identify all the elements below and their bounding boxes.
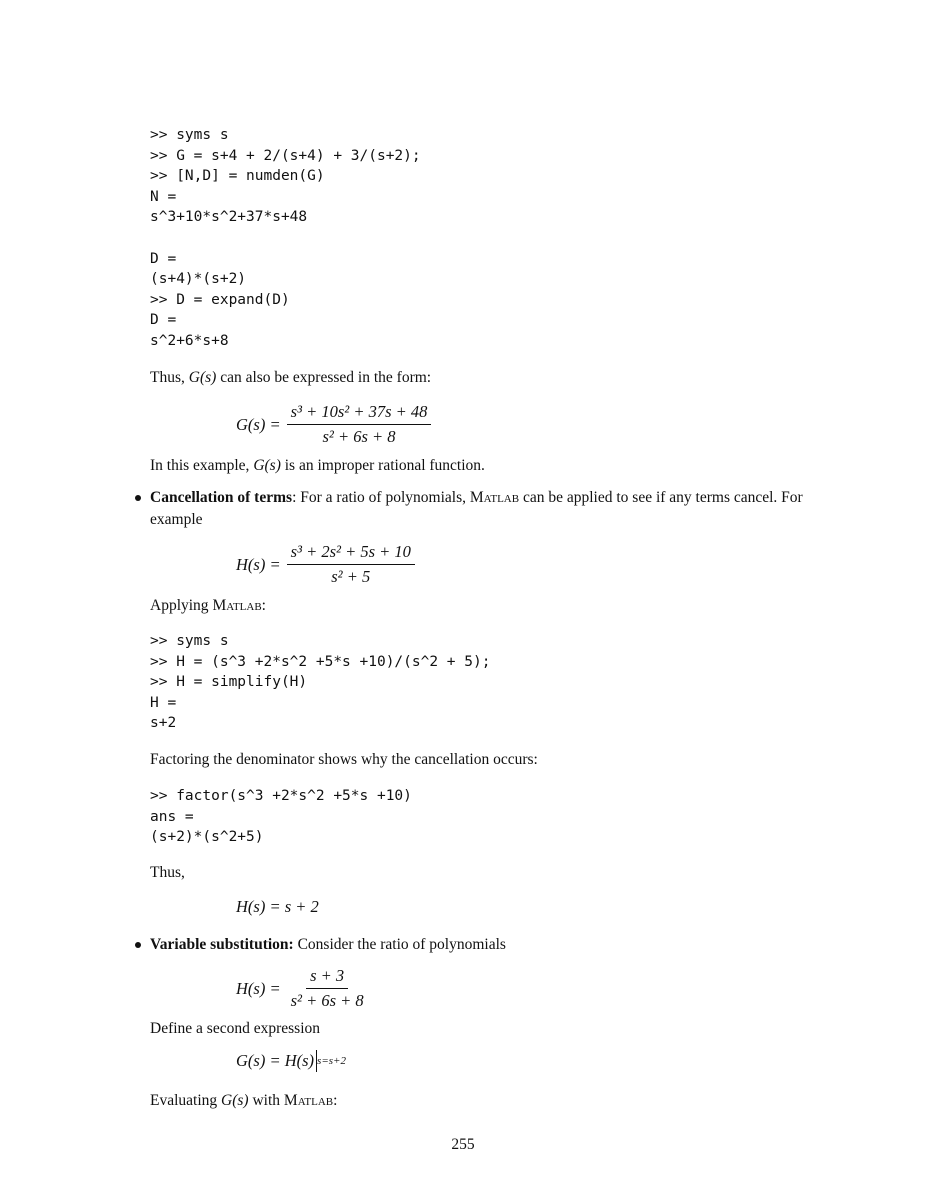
- code-line: >> D = expand(D): [150, 291, 290, 308]
- fraction-numerator: s + 3: [306, 966, 348, 989]
- fraction: [287, 966, 368, 1011]
- code-line: (s+4)*(s+2): [150, 271, 247, 288]
- equation-g-evaluated: G(s) = H(s) s=s+2: [236, 1051, 346, 1070]
- code-line: >> [N,D] = numden(G): [150, 168, 325, 185]
- paragraph-thus-g: Thus, G(s) can also be expressed in the form:: [150, 369, 432, 386]
- equation-lhs: H(s) =: [236, 554, 281, 574]
- code-line: s^2+6*s+8: [150, 332, 229, 349]
- code-line: H =: [150, 694, 177, 711]
- fraction-denominator: s² + 6s + 8: [322, 427, 396, 446]
- equation-lhs: H(s) =: [236, 978, 281, 998]
- equation-g: [236, 402, 431, 447]
- fraction-numerator: s³ + 10s² + 37s + 48: [287, 402, 432, 425]
- code-line: ans =: [150, 808, 194, 825]
- code-line: >> syms s: [150, 127, 229, 143]
- paragraph-applying: Applying Matlab:: [150, 597, 266, 614]
- equation-h-simplified: H(s) = s + 2: [236, 897, 319, 916]
- code-line: s^3+10*s^2+37*s+48: [150, 209, 308, 226]
- equation-lhs: G(s) =: [236, 414, 281, 434]
- paragraph-define: Define a second expression: [150, 1020, 321, 1037]
- fraction: [287, 402, 432, 447]
- paragraph-thus: Thus,: [150, 864, 185, 881]
- code-block-factor: [150, 786, 412, 848]
- code-line: >> H = simplify(H): [150, 674, 308, 691]
- code-line: >> syms s: [150, 633, 229, 649]
- code-line: D =: [150, 250, 177, 267]
- matlab-name: Matlab: [469, 489, 520, 506]
- equation-h-ratio: [236, 542, 415, 587]
- fraction-numerator: s³ + 2s² + 5s + 10: [287, 542, 415, 565]
- paragraph-evaluating: Evaluating G(s) with Matlab:: [150, 1092, 338, 1109]
- bullet-title: Variable substitution:: [150, 936, 294, 953]
- code-line: >> G = s+4 + 2/(s+4) + 3/(s+2);: [150, 147, 421, 164]
- bullet-cancellation: Cancellation of terms: For a ratio of polynomials, Matlab can be applied to see if any terms cancel. For example: [150, 489, 803, 528]
- bullet-point: [135, 942, 141, 948]
- code-line: >> H = (s^3 +2*s^2 +5*s +10)/(s^2 + 5);: [150, 653, 491, 670]
- page-number: 255: [451, 1136, 475, 1153]
- matlab-name: Matlab: [212, 597, 262, 614]
- code-block-numden: [150, 125, 421, 352]
- bullet-title: Cancellation of terms: [150, 489, 293, 506]
- paragraph-factoring: Factoring the denominator shows why the cancellation occurs:: [150, 751, 538, 768]
- fraction-denominator: s² + 5: [331, 567, 371, 586]
- bullet-substitution: Variable substitution: Consider the ratio of polynomials: [150, 936, 506, 953]
- fraction-denominator: s² + 6s + 8: [290, 991, 364, 1010]
- bullet-point: [135, 495, 141, 501]
- fraction: [287, 542, 415, 587]
- code-line: s+2: [150, 715, 177, 732]
- code-line: N =: [150, 188, 177, 205]
- matlab-name: Matlab: [283, 1092, 334, 1109]
- code-line: (s+2)*(s^2+5): [150, 829, 264, 846]
- paragraph-improper: In this example, G(s) is an improper rational function.: [150, 457, 485, 474]
- code-line: D =: [150, 312, 177, 329]
- code-line: >> factor(s^3 +2*s^2 +5*s +10): [150, 788, 412, 804]
- code-block-simplify: [150, 631, 490, 734]
- equation-h-substitution: [236, 966, 368, 1011]
